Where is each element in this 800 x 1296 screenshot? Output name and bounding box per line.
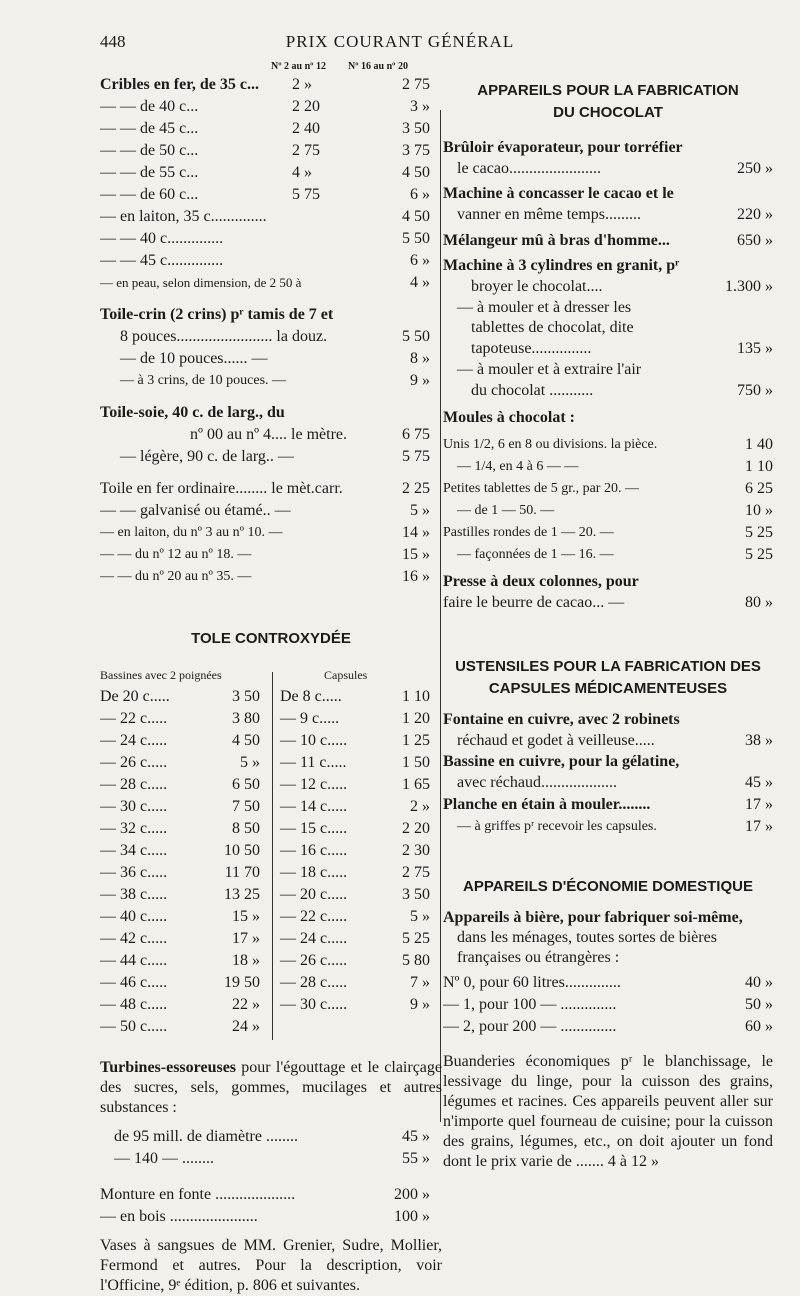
bassine-price: 45 » (745, 774, 773, 791)
row-price: 19 50 (224, 974, 260, 991)
row-label: 8 pouces........................ la douz. (120, 328, 328, 345)
bassines-head: Bassines avec 2 poignées (100, 668, 222, 682)
row-label: — 30 c..... (280, 996, 348, 1013)
mouler-line-3: tapoteuse............... 135 » (443, 338, 773, 360)
bassine-row (100, 730, 270, 752)
row-price: 6 75 (402, 426, 430, 443)
row-label: — 140 — ........ (114, 1150, 214, 1167)
row-label: — en laiton, 35 c.............. (100, 208, 267, 225)
row-price: 5 25 (745, 546, 773, 563)
row-price: 2 75 (402, 864, 430, 881)
chocolat-title-1: APPAREILS POUR LA FABRICATION (477, 82, 739, 99)
domestique-intro-3: françaises ou étrangères : (457, 949, 620, 966)
row-label: — 46 c..... (100, 974, 168, 991)
row-label: Toile en fer ordinaire........ le mèt.carr. (100, 480, 343, 497)
price-row (100, 566, 442, 588)
biere-table (443, 972, 773, 1038)
row-price: 11 70 (224, 864, 260, 881)
row-price: 5 » (410, 502, 430, 519)
row-label: — 26 c..... (280, 952, 348, 969)
row-price: 50 » (745, 996, 773, 1013)
mouler-line-2: tablettes de chocolat, dite (471, 319, 634, 336)
price-row (100, 370, 442, 392)
tole-tables (100, 686, 442, 1046)
buanderies-paragraph: Buanderies économiques pʳ le blanchissage, le lessivage du linge, pour la cuisson des grains, légumes et racines. Ces appareils peuvent aller sur n'importe quel fourneau de cuisine; pour la cuisson des grains, légumes, etc., on doit ajouter un fond dont le prix varie de ....... 4 à 12 » (443, 1053, 773, 1170)
price-row (100, 522, 442, 544)
capsule-row (280, 994, 440, 1016)
bruloir-line-2: le cacao....................... 250 » (443, 158, 773, 180)
bassine-row (100, 862, 270, 884)
fontaine-line-2: réchaud et godet à veilleuse..... 38 » (443, 730, 773, 752)
row-price: 6 50 (232, 776, 260, 793)
row-price: 8 50 (232, 820, 260, 837)
row-label: — — 40 c.............. (100, 230, 224, 247)
capsule-row (280, 972, 440, 994)
vases-paragraph: Vases à sangsues de MM. Grenier, Sudre, Mollier, Fermond et autres. Pour la description, voir l'Officine, 9ᵉ édition, p. 806 et suivantes. (100, 1237, 442, 1294)
cribles-row (100, 272, 442, 294)
tole-divider (272, 672, 273, 1040)
bassine-line-2: avec réchaud................... 45 » (443, 772, 773, 794)
row-label: — — 45 c.............. (100, 252, 224, 269)
row-price: 1 25 (402, 732, 430, 749)
row-label: — 26 c..... (100, 754, 168, 771)
bassines-list (100, 686, 270, 1038)
row-label: — 32 c..... (100, 820, 168, 837)
row-price: 5 » (410, 908, 430, 925)
tole-title: TOLE CONTROXYDÉE (191, 630, 351, 647)
cylindres-line-2: broyer le chocolat.... 1.300 » (443, 276, 773, 298)
bassine-row (100, 1016, 270, 1038)
row-label: Pastilles rondes de 1 — 20. — (443, 525, 614, 540)
fontaine-line-1: Fontaine en cuivre, avec 2 robinets (443, 711, 680, 728)
domestique-title: APPAREILS D'ÉCONOMIE DOMESTIQUE (463, 878, 753, 895)
price-row (443, 972, 773, 994)
row-price: 2 30 (402, 842, 430, 859)
cylindres-line-1: Machine à 3 cylindres en granit, pʳ (443, 257, 680, 274)
row-price: 3 50 (232, 688, 260, 705)
row-price: 5 50 (402, 328, 430, 345)
toile-soie-title: Toile-soie, 40 c. de larg., du (100, 404, 285, 421)
row-price: 1 65 (402, 776, 430, 793)
capsule-row (280, 818, 440, 840)
bassine-row (100, 796, 270, 818)
bassine-row (100, 906, 270, 928)
row-label: — — galvanisé ou étamé.. — (100, 502, 291, 519)
capsule-row (280, 840, 440, 862)
price-row (443, 500, 773, 522)
row-label: Monture en fonte .................... (100, 1186, 296, 1203)
price-row (443, 522, 773, 544)
row-label: — 28 c..... (280, 974, 348, 991)
row-price: 24 » (232, 1018, 260, 1035)
capsule-row (280, 906, 440, 928)
cribles-row (100, 206, 442, 228)
row-label: — 38 c..... (100, 886, 168, 903)
row-price-2: 6 » (410, 252, 430, 269)
machine-line-1: Machine à concasser le cacao et le (443, 185, 674, 202)
capsules-list (280, 686, 440, 1016)
capsules-head: Capsules (324, 668, 368, 682)
row-price: 2 25 (402, 480, 430, 497)
row-label: — — du nº 12 au nº 18. — (100, 547, 252, 562)
col-head-1: Nº 2 au nº 12 (271, 61, 326, 72)
row-price: 3 50 (402, 886, 430, 903)
toile-fer-table (100, 478, 442, 588)
price-row (443, 544, 773, 566)
row-price: 40 » (745, 974, 773, 991)
row-label: — de 10 pouces...... — (120, 350, 268, 367)
machine-price: 220 » (737, 206, 773, 223)
row-price: 100 » (394, 1208, 430, 1225)
row-label: — 42 c..... (100, 930, 168, 947)
row-price: 1 10 (745, 458, 773, 475)
row-label: — 40 c..... (100, 908, 168, 925)
row-price: 60 » (745, 1018, 773, 1035)
row-label: — en bois ...................... (100, 1208, 258, 1225)
price-row (100, 1126, 442, 1148)
cribles-row (100, 162, 442, 184)
row-price: 200 » (394, 1186, 430, 1203)
row-price: 7 50 (232, 798, 260, 815)
row-label: De 8 c..... (280, 688, 342, 705)
row-label: nº 00 au nº 4.... le mètre. (190, 426, 347, 443)
left-column (100, 60, 442, 1296)
mouler-line-1: — à mouler et à dresser les (457, 299, 632, 316)
presse-price: 80 » (745, 594, 773, 611)
price-row (100, 446, 442, 468)
row-label: — — de 50 c... (100, 142, 199, 159)
bassine-row (100, 818, 270, 840)
price-row (100, 424, 442, 446)
row-price: 7 » (410, 974, 430, 991)
row-price: 5 75 (402, 448, 430, 465)
price-row (443, 478, 773, 500)
row-price-1: 5 75 (292, 186, 320, 203)
row-price: 6 25 (745, 480, 773, 497)
row-price: 45 » (402, 1128, 430, 1145)
row-price: 10 50 (224, 842, 260, 859)
price-row (100, 1206, 442, 1228)
capsules-med-title-1: USTENSILES POUR LA FABRICATION DES (455, 658, 761, 675)
row-price: 4 50 (232, 732, 260, 749)
cribles-row (100, 118, 442, 140)
row-price-2: 5 50 (402, 230, 430, 247)
row-label: — 1, pour 100 — .............. (443, 996, 617, 1013)
page-header (0, 30, 800, 54)
price-row (443, 434, 773, 456)
machine-line-2: vanner en même temps......... 220 » (443, 204, 773, 226)
toile-soie-table (100, 424, 442, 468)
capsule-row (280, 774, 440, 796)
row-label: — 10 c..... (280, 732, 348, 749)
row-label: Nº 0, pour 60 litres.............. (443, 974, 621, 991)
row-label: — 2, pour 200 — .............. (443, 1018, 617, 1035)
row-price: 13 25 (224, 886, 260, 903)
row-price: 9 » (410, 996, 430, 1013)
price-row (443, 456, 773, 478)
row-label: — 15 c..... (280, 820, 348, 837)
moules-title: Moules à chocolat : (443, 409, 575, 426)
capsule-row (280, 928, 440, 950)
row-label: — 44 c..... (100, 952, 168, 969)
row-label: — 1/4, en 4 à 6 — — (457, 459, 579, 474)
row-price-1: 2 20 (292, 98, 320, 115)
row-price: 1 20 (402, 710, 430, 727)
bassine-row (100, 972, 270, 994)
row-label: — en peau, selon dimension, de 2 50 à (100, 275, 302, 290)
row-price-1: 4 » (292, 164, 312, 181)
domestique-intro-1: Appareils à bière, pour fabriquer soi-même, (443, 909, 743, 926)
planche-line: Planche en étain à mouler........ 17 » (443, 794, 773, 816)
bassine-row (100, 884, 270, 906)
row-price-1: 2 » (292, 76, 312, 93)
row-label: — 28 c..... (100, 776, 168, 793)
row-label: — 36 c..... (100, 864, 168, 881)
row-price: 10 » (745, 502, 773, 519)
capsule-row (280, 708, 440, 730)
cylindres-price: 1.300 » (725, 278, 773, 295)
row-price-2: 6 » (410, 186, 430, 203)
bruloir-line-1: Brûloir évaporateur, pour torréfier (443, 139, 683, 156)
bassine-row (100, 840, 270, 862)
row-price: 3 80 (232, 710, 260, 727)
cribles-row (100, 74, 442, 96)
price-row (100, 348, 442, 370)
planche-price: 17 » (745, 796, 773, 813)
row-price: 1 10 (402, 688, 430, 705)
row-label: — 22 c..... (100, 710, 168, 727)
row-price-2: 4 50 (402, 164, 430, 181)
row-label: — 16 c..... (280, 842, 348, 859)
row-label: Cribles en fer, de 35 c... (100, 76, 259, 93)
row-label: — 14 c..... (280, 798, 348, 815)
page-title: PRIX COURANT GÉNÉRAL (285, 32, 515, 51)
chocolat-title-2: DU CHOCOLAT (553, 104, 663, 121)
bassine-row (100, 686, 270, 708)
row-price: 1 50 (402, 754, 430, 771)
turbines-paragraph (100, 1058, 442, 1118)
row-label: — 11 c..... (280, 754, 347, 771)
capsule-row (280, 686, 440, 708)
row-price: 8 » (410, 350, 430, 367)
row-price-2: 3 » (410, 98, 430, 115)
price-row (100, 478, 442, 500)
capsule-row (280, 752, 440, 774)
mouler-price: 135 » (737, 340, 773, 357)
col-head-2: Nº 16 au nº 20 (348, 61, 408, 72)
row-label: — 22 c..... (280, 908, 348, 925)
price-row (100, 1148, 442, 1170)
moules-table (443, 434, 773, 566)
bassine-row (100, 994, 270, 1016)
bruloir-price: 250 » (737, 160, 773, 177)
capsule-row (280, 862, 440, 884)
price-row (100, 544, 442, 566)
row-label: — 50 c..... (100, 1018, 168, 1035)
extraire-line-1: — à mouler et à extraire l'air (457, 361, 642, 378)
turbines-table (100, 1126, 442, 1170)
row-label: — — du nº 20 au nº 35. — (100, 569, 252, 584)
capsules-med-title-2: CAPSULES MÉDICAMENTEUSES (488, 680, 728, 697)
extraire-line-2: du chocolat ........... 750 » (443, 380, 773, 402)
bassine-row (100, 752, 270, 774)
price-row (100, 326, 442, 348)
right-column (443, 80, 773, 1172)
row-price: 5 25 (745, 524, 773, 541)
row-price: 15 » (232, 908, 260, 925)
cribles-col-heads (100, 60, 442, 74)
row-price-1: 2 75 (292, 142, 320, 159)
row-price-2: 3 50 (402, 120, 430, 137)
row-label: — — de 55 c... (100, 164, 199, 181)
row-price: 15 » (402, 546, 430, 563)
row-price-2: 4 » (410, 274, 430, 291)
row-label: — 18 c..... (280, 864, 348, 881)
row-label: De 20 c..... (100, 688, 170, 705)
bassine-row (100, 950, 270, 972)
row-label: — — de 40 c... (100, 98, 199, 115)
row-price: 55 » (402, 1150, 430, 1167)
row-label: Unis 1/2, 6 en 8 ou divisions. la pièce. (443, 437, 658, 452)
row-price: 5 80 (402, 952, 430, 969)
row-label: — 20 c..... (280, 886, 348, 903)
row-label: — légère, 90 c. de larg.. — (120, 448, 294, 465)
row-price: 5 » (240, 754, 260, 771)
fontaine-price: 38 » (745, 732, 773, 749)
capsule-row (280, 950, 440, 972)
presse-line-2: faire le beurre de cacao... — 80 » (443, 592, 773, 614)
page-number: 448 (100, 32, 126, 51)
row-price-2: 4 50 (402, 208, 430, 225)
cribles-table (100, 74, 442, 294)
monture-table (100, 1184, 442, 1228)
price-row (443, 994, 773, 1016)
toile-crin-table (100, 326, 442, 392)
row-label: — 9 c..... (280, 710, 340, 727)
cribles-row (100, 140, 442, 162)
row-label: — 30 c..... (100, 798, 168, 815)
domestique-intro-2: dans les ménages, toutes sortes de bières (457, 929, 717, 946)
row-label: — en laiton, du nº 3 au nº 10. — (100, 525, 283, 540)
row-label: — à 3 crins, de 10 pouces. — (120, 373, 287, 388)
row-price: 9 » (410, 372, 430, 389)
row-label: — — de 60 c... (100, 186, 199, 203)
row-label: — 48 c..... (100, 996, 168, 1013)
bassine-row (100, 928, 270, 950)
griffes-line: — à griffes pʳ recevoir les capsules. 17 » (443, 816, 773, 838)
price-row (100, 500, 442, 522)
row-price-1: 2 40 (292, 120, 320, 137)
row-price-2: 3 75 (402, 142, 430, 159)
cribles-row (100, 228, 442, 250)
row-price: 16 » (402, 568, 430, 585)
extraire-price: 750 » (737, 382, 773, 399)
row-label: — 24 c..... (280, 930, 348, 947)
row-label: Petites tablettes de 5 gr., par 20. — (443, 481, 639, 496)
price-row (443, 1016, 773, 1038)
row-price: 1 40 (745, 436, 773, 453)
toile-crin-title: Toile-crin (2 crins) pʳ tamis de 7 et (100, 306, 334, 323)
row-label: — 24 c..... (100, 732, 168, 749)
row-price: 17 » (232, 930, 260, 947)
melangeur-price: 650 » (737, 232, 773, 249)
row-price: 2 » (410, 798, 430, 815)
row-label: de 95 mill. de diamètre ........ (114, 1128, 298, 1145)
row-label: — de 1 — 50. — (457, 503, 555, 518)
row-price: 22 » (232, 996, 260, 1013)
row-label: — — de 45 c... (100, 120, 199, 137)
bassine-row (100, 708, 270, 730)
capsule-row (280, 730, 440, 752)
row-price: 14 » (402, 524, 430, 541)
row-price: 2 20 (402, 820, 430, 837)
turbines-text: pour l'égouttage et le clairçage des sucres, sels, gommes, mucilages et autres substances : (100, 1059, 442, 1116)
tole-subheads (100, 664, 442, 686)
turbines-title: Turbines-essoreuses (100, 1059, 237, 1076)
presse-line-1: Presse à deux colonnes, pour (443, 573, 639, 590)
griffes-price: 17 » (745, 818, 773, 835)
row-label: — façonnées de 1 — 16. — (457, 547, 614, 562)
capsule-row (280, 796, 440, 818)
row-price: 5 25 (402, 930, 430, 947)
price-row (100, 1184, 442, 1206)
cribles-row (100, 250, 442, 272)
cribles-row (100, 184, 442, 206)
buanderies-price: 4 à 12 » (607, 1153, 659, 1170)
bassine-row (100, 774, 270, 796)
capsule-row (280, 884, 440, 906)
row-price-2: 2 75 (402, 76, 430, 93)
cribles-row (100, 96, 442, 118)
row-label: — 34 c..... (100, 842, 168, 859)
row-price: 18 » (232, 952, 260, 969)
melangeur-line: Mélangeur mû à bras d'homme... 650 » (443, 230, 773, 252)
row-label: — 12 c..... (280, 776, 348, 793)
bassine-line-1: Bassine en cuivre, pour la gélatine, (443, 753, 680, 770)
